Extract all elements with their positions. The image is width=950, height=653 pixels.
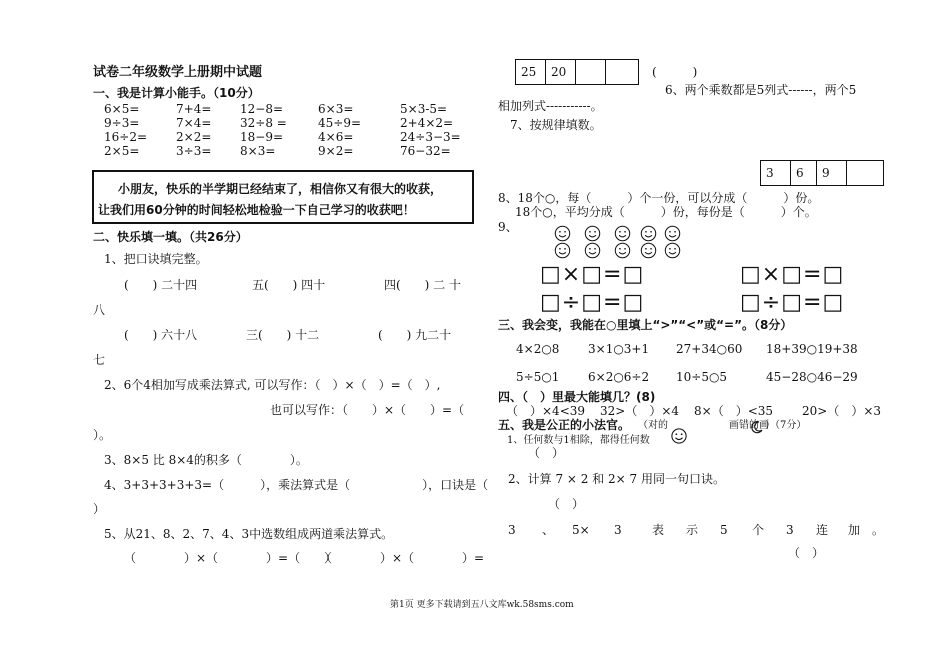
smiley-icon	[584, 225, 601, 242]
notice-line1: 小朋友，快乐的半学期已经结束了，相信你又有很大的收获，	[118, 182, 443, 196]
judge-q3-part: 加	[848, 523, 861, 537]
q5-text: 5、从21、8、2、7、4、3中选数组成两道乘法算式。	[104, 527, 394, 541]
q9-text: 9、	[498, 220, 518, 234]
judge-q1: 1、任何数与1相除，都得任何数	[507, 435, 650, 446]
judge-q3-part: 表	[652, 523, 665, 537]
judge-q3-part: 3	[614, 523, 622, 537]
judge-note: ）（7分）	[765, 420, 807, 431]
calc-item: 24÷3−3=	[400, 130, 461, 144]
judge-q3-paren: （ ）	[788, 546, 825, 560]
q4-text: ）	[93, 502, 106, 516]
page-footer: 第1页 更多下载请到五八文库wk.58sms.com	[390, 600, 574, 610]
sequence-cell	[606, 60, 638, 84]
max-fill-item: 20>（ ）×3	[802, 404, 882, 418]
q8-text: 18个○，平均分成（ ）份，每份是（ ）个。	[515, 205, 817, 219]
q3-text: 3、8×5 比 8×4的积多（ ）。	[104, 453, 308, 467]
moon-icon	[750, 420, 764, 434]
section5-heading: 五、我是公正的小法官。	[498, 418, 631, 432]
compare-item: 3×1○3+1	[588, 342, 650, 356]
equation-divide-left: □÷□=□	[540, 290, 645, 315]
calc-item: 7+4=	[176, 102, 212, 116]
q1-blank: ( ) 九二十	[378, 328, 452, 342]
judge-note: 画错的画	[729, 420, 769, 431]
judge-q3-part: 个	[752, 523, 765, 537]
calc-item: 9×2=	[318, 144, 354, 158]
calc-item: 5×3-5=	[400, 102, 448, 116]
judge-q2: 2、计算 7 × 2 和 2× 7 用同一句口诀。	[508, 472, 725, 486]
calc-item: 7×4=	[176, 116, 212, 130]
judge-q2-paren: （ ）	[548, 497, 585, 511]
page-title: 试卷二年级数学上册期中试题	[93, 65, 263, 80]
calc-item: 4×6=	[318, 130, 354, 144]
section4-heading: 四、（ ）里最大能填几？(8)	[498, 390, 656, 404]
calc-item: 16÷2=	[104, 130, 148, 144]
compare-item: 18+39○19+38	[766, 342, 858, 356]
compare-item: 27+34○60	[676, 342, 743, 356]
q1-blank: ( ) 二十四	[124, 278, 198, 292]
q6-text: 相加列式-----------。	[498, 99, 603, 113]
smiley-icon	[614, 225, 631, 242]
equation-divide-right: □÷□=□	[740, 290, 845, 315]
q4-text: 4、3+3+3+3+3=（ ），乘法算式是（ ），口诀是（	[104, 478, 489, 492]
calc-item: 32÷8 =	[240, 116, 287, 130]
q2-text: 也可以写作：（ ）×（ ）=（	[270, 403, 465, 417]
calc-item: 12−8=	[240, 102, 284, 116]
section3-heading: 三、我会变，我能在○里填上“>”“<”或“=”。（8分）	[498, 318, 793, 332]
q1-blank: 五( ) 四十	[252, 278, 326, 292]
judge-q3-part: 示	[686, 523, 699, 537]
judge-q3-part: 。	[872, 523, 885, 537]
judge-note: （对的	[638, 420, 668, 431]
calc-item: 2+4×2=	[400, 116, 454, 130]
smiley-icon	[640, 225, 657, 242]
smiley-icon	[664, 242, 681, 259]
calc-item: 6×5=	[104, 102, 140, 116]
notice-line2: 让我们用60分钟的时间轻松地检验一下自己学习的收获吧！	[98, 203, 415, 217]
q2-text: ）。	[93, 428, 112, 442]
q5-blank: （ ）×（ ）=	[320, 551, 485, 565]
sequence-box-2	[760, 160, 884, 186]
judge-q1-paren: （ ）	[528, 446, 565, 460]
sequence-cell: 9	[817, 161, 847, 185]
q1-tail: 七	[93, 353, 106, 367]
calc-item: 2×2=	[176, 130, 212, 144]
sequence-paren: ( )	[652, 65, 698, 79]
smiley-icon	[670, 428, 688, 444]
sequence-cell: 3	[761, 161, 791, 185]
compare-item: 10÷5○5	[676, 370, 728, 384]
compare-item: 5÷5○1	[516, 370, 560, 384]
max-fill-item: 8×（ ）<35	[694, 404, 774, 418]
judge-q3-part: 5	[720, 523, 728, 537]
notice-box	[92, 170, 474, 224]
smiley-icon	[554, 225, 571, 242]
judge-q3-part: 3	[508, 523, 516, 537]
q2-text: 2、6个4相加写成乘法算式, 可以写作：（ ）×（ ）=（ ）,	[104, 378, 441, 392]
judge-q3-part: 3	[786, 523, 794, 537]
sequence-cell	[847, 161, 883, 185]
q1-blank: 四( ) 二 十	[384, 278, 461, 292]
calc-item: 3÷3=	[176, 144, 212, 158]
q1-text: 1、把口诀填完整。	[104, 252, 208, 266]
section1-heading: 一、我是计算小能手。（10分）	[93, 86, 260, 100]
smiley-icon	[614, 242, 631, 259]
q1-tail: 八	[93, 303, 106, 317]
equation-multiply-right: □×□=□	[740, 262, 845, 287]
q6-text: 6、两个乘数都是5列式------，两个5	[665, 83, 857, 97]
q7-text: 7、按规律填数。	[510, 118, 602, 132]
smiley-icon	[664, 225, 681, 242]
sequence-cell: 25	[516, 60, 546, 84]
judge-q3-part: 5×	[572, 523, 590, 537]
equation-multiply-left: □×□=□	[540, 262, 645, 287]
section2-heading: 二、快乐填一填。（共26分）	[93, 230, 248, 244]
max-fill-item: （ ）×4<39	[506, 404, 586, 418]
smiley-icon	[554, 242, 571, 259]
sequence-cell: 20	[546, 60, 576, 84]
q5-blank: （ ）×（ ）=（ ）	[124, 551, 337, 565]
compare-item: 45−28○46−29	[766, 370, 858, 384]
judge-q3-part: 、	[542, 523, 555, 537]
calc-item: 8×3=	[240, 144, 276, 158]
sequence-cell	[576, 60, 606, 84]
q8-text: 8、18个○，每（ ）个一份，可以分成（ ）份。	[498, 191, 820, 205]
compare-item: 4×2○8	[516, 342, 560, 356]
smiley-icon	[640, 242, 657, 259]
max-fill-item: 32>（ ）×4	[600, 404, 680, 418]
calc-item: 6×3=	[318, 102, 354, 116]
q1-blank: 三( ) 十二	[246, 328, 320, 342]
sequence-cell: 6	[791, 161, 817, 185]
q1-blank: ( ) 六十八	[124, 328, 198, 342]
calc-item: 45÷9=	[318, 116, 362, 130]
calc-item: 2×5=	[104, 144, 140, 158]
sequence-box-1	[515, 59, 639, 85]
calc-item: 76−32=	[400, 144, 451, 158]
calc-item: 18−9=	[240, 130, 284, 144]
compare-item: 6×2○6÷2	[588, 370, 650, 384]
calc-item: 9÷3=	[104, 116, 140, 130]
smiley-icon	[584, 242, 601, 259]
judge-q3-part: 连	[816, 523, 829, 537]
